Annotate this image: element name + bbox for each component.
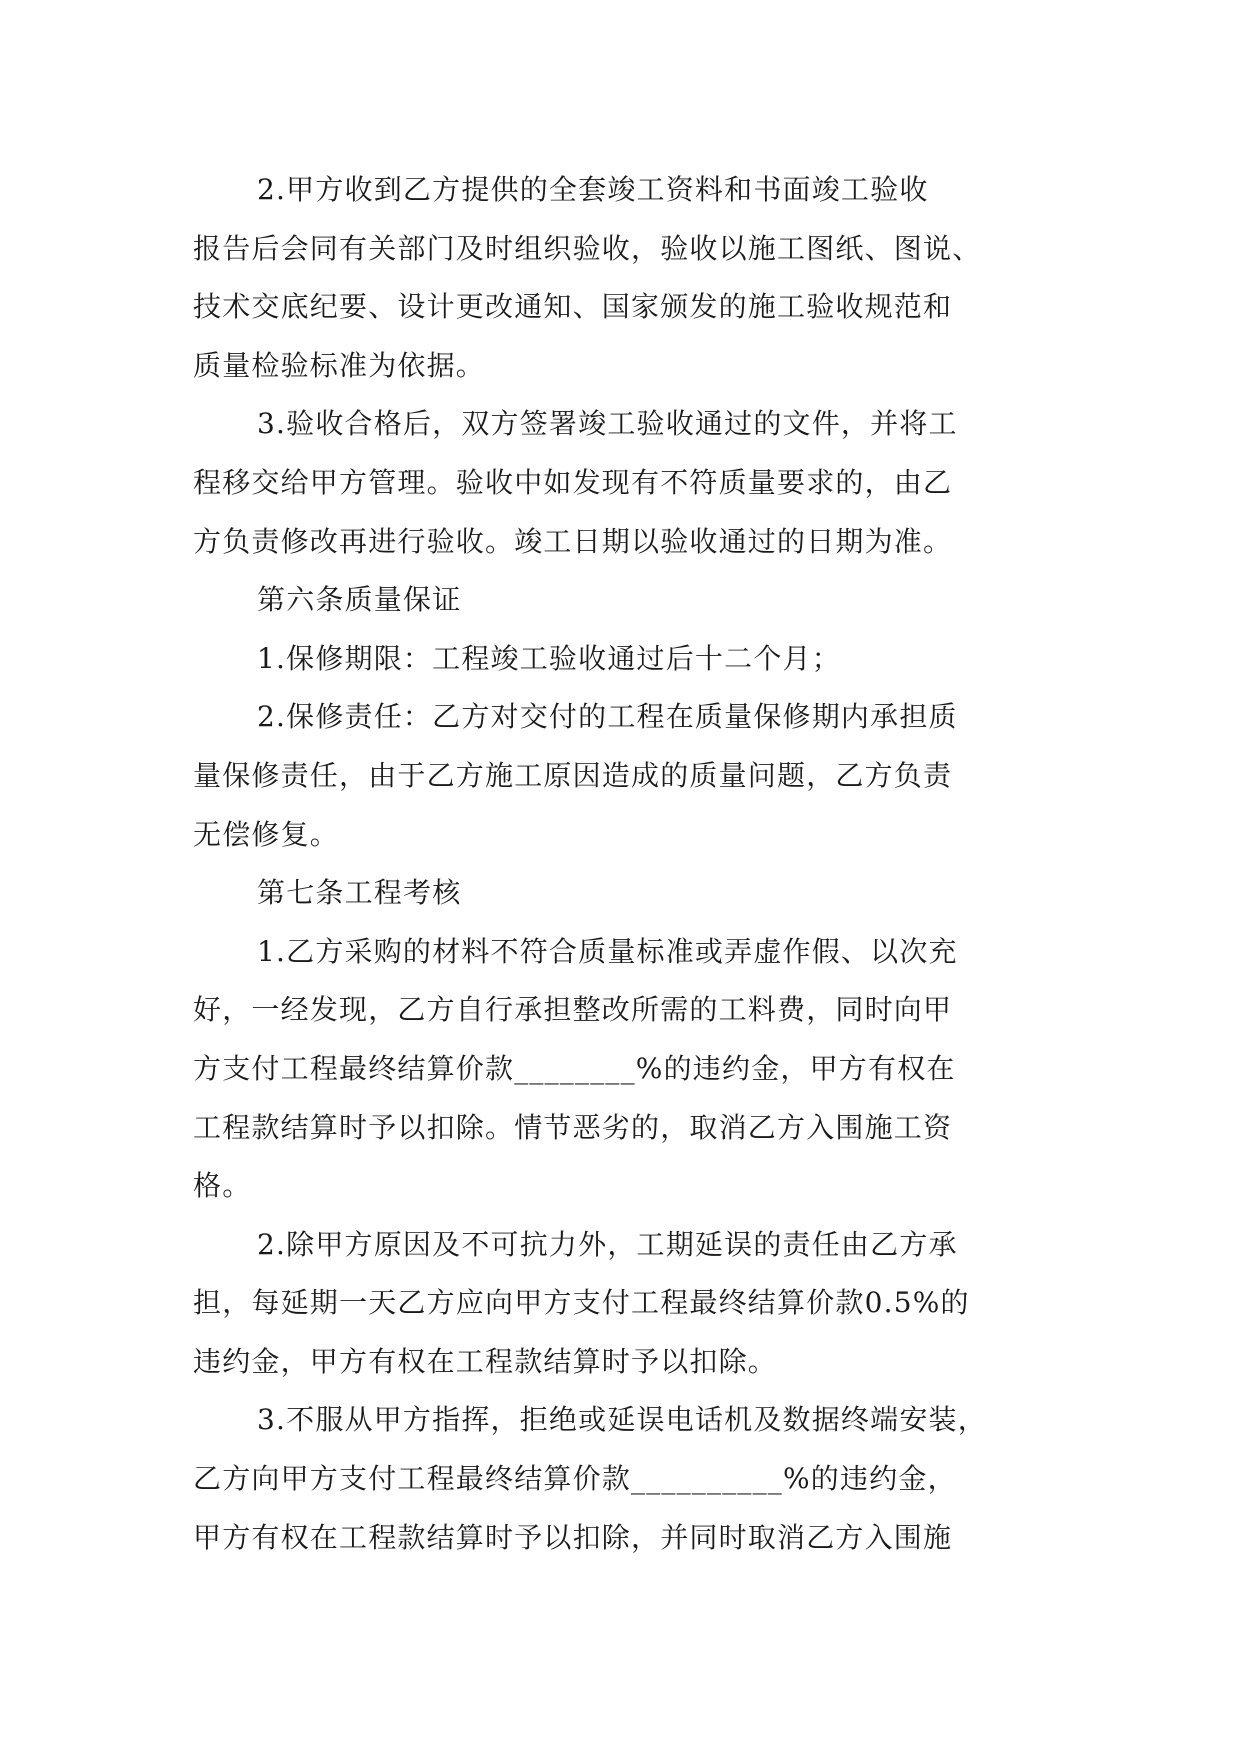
paragraph-line: 格。: [193, 1169, 252, 1203]
paragraph-line: 无偿修复。: [193, 817, 340, 851]
paragraph-line: 甲方有权在工程款结算时予以扣除，并同时取消乙方入围施: [193, 1520, 953, 1554]
paragraph-line: 量保修责任，由于乙方施工原因造成的质量问题，乙方负责: [193, 758, 953, 792]
paragraph-line: 乙方向甲方支付工程最终结算价款__________%的违约金，: [193, 1462, 957, 1496]
paragraph-line: 3.不服从甲方指挥，拒绝或延误电话机及数据终端安装，: [257, 1403, 987, 1437]
paragraph-line: 工程款结算时予以扣除。情节恶劣的，取消乙方入围施工资: [193, 1110, 953, 1144]
paragraph-line: 2.甲方收到乙方提供的全套竣工资料和书面竣工验收: [257, 173, 929, 206]
paragraph-line: 报告后会同有关部门及时组织验收，验收以施工图纸、图说、: [193, 231, 982, 265]
paragraph-line: 质量检验标准为依据。: [193, 348, 486, 382]
section-heading: 第六条质量保证: [257, 583, 462, 617]
paragraph-line: 好，一经发现，乙方自行承担整改所需的工料费，同时向甲: [193, 993, 953, 1027]
paragraph-line: 技术交底纪要、设计更改通知、国家颁发的施工验收规范和: [193, 290, 953, 324]
paragraph-line: 2.除甲方原因及不可抗力外，工期延误的责任由乙方承: [257, 1227, 958, 1261]
paragraph-line: 3.验收合格后，双方签署竣工验收通过的文件，并将工: [257, 407, 958, 441]
paragraph-line: 1.乙方采购的材料不符合质量标准或弄虚作假、以次充: [257, 934, 958, 968]
paragraph-line: 方支付工程最终结算价款________%的违约金，甲方有权在: [193, 1051, 956, 1085]
paragraph-line: 1.保修期限：工程竣工验收通过后十二个月；: [257, 641, 841, 675]
paragraph-line: 方负责修改再进行验收。竣工日期以验收通过的日期为准。: [193, 524, 953, 558]
paragraph-line: 违约金，甲方有权在工程款结算时予以扣除。: [193, 1344, 778, 1378]
section-heading: 第七条工程考核: [257, 876, 462, 910]
document-body: [193, 161, 1049, 1567]
paragraph-line: 担，每延期一天乙方应向甲方支付工程最终结算价款0.5%的: [193, 1286, 970, 1320]
paragraph-line: 程移交给甲方管理。验收中如发现有不符质量要求的，由乙: [193, 465, 953, 499]
paragraph-line: 2.保修责任：乙方对交付的工程在质量保修期内承担质: [257, 700, 958, 734]
